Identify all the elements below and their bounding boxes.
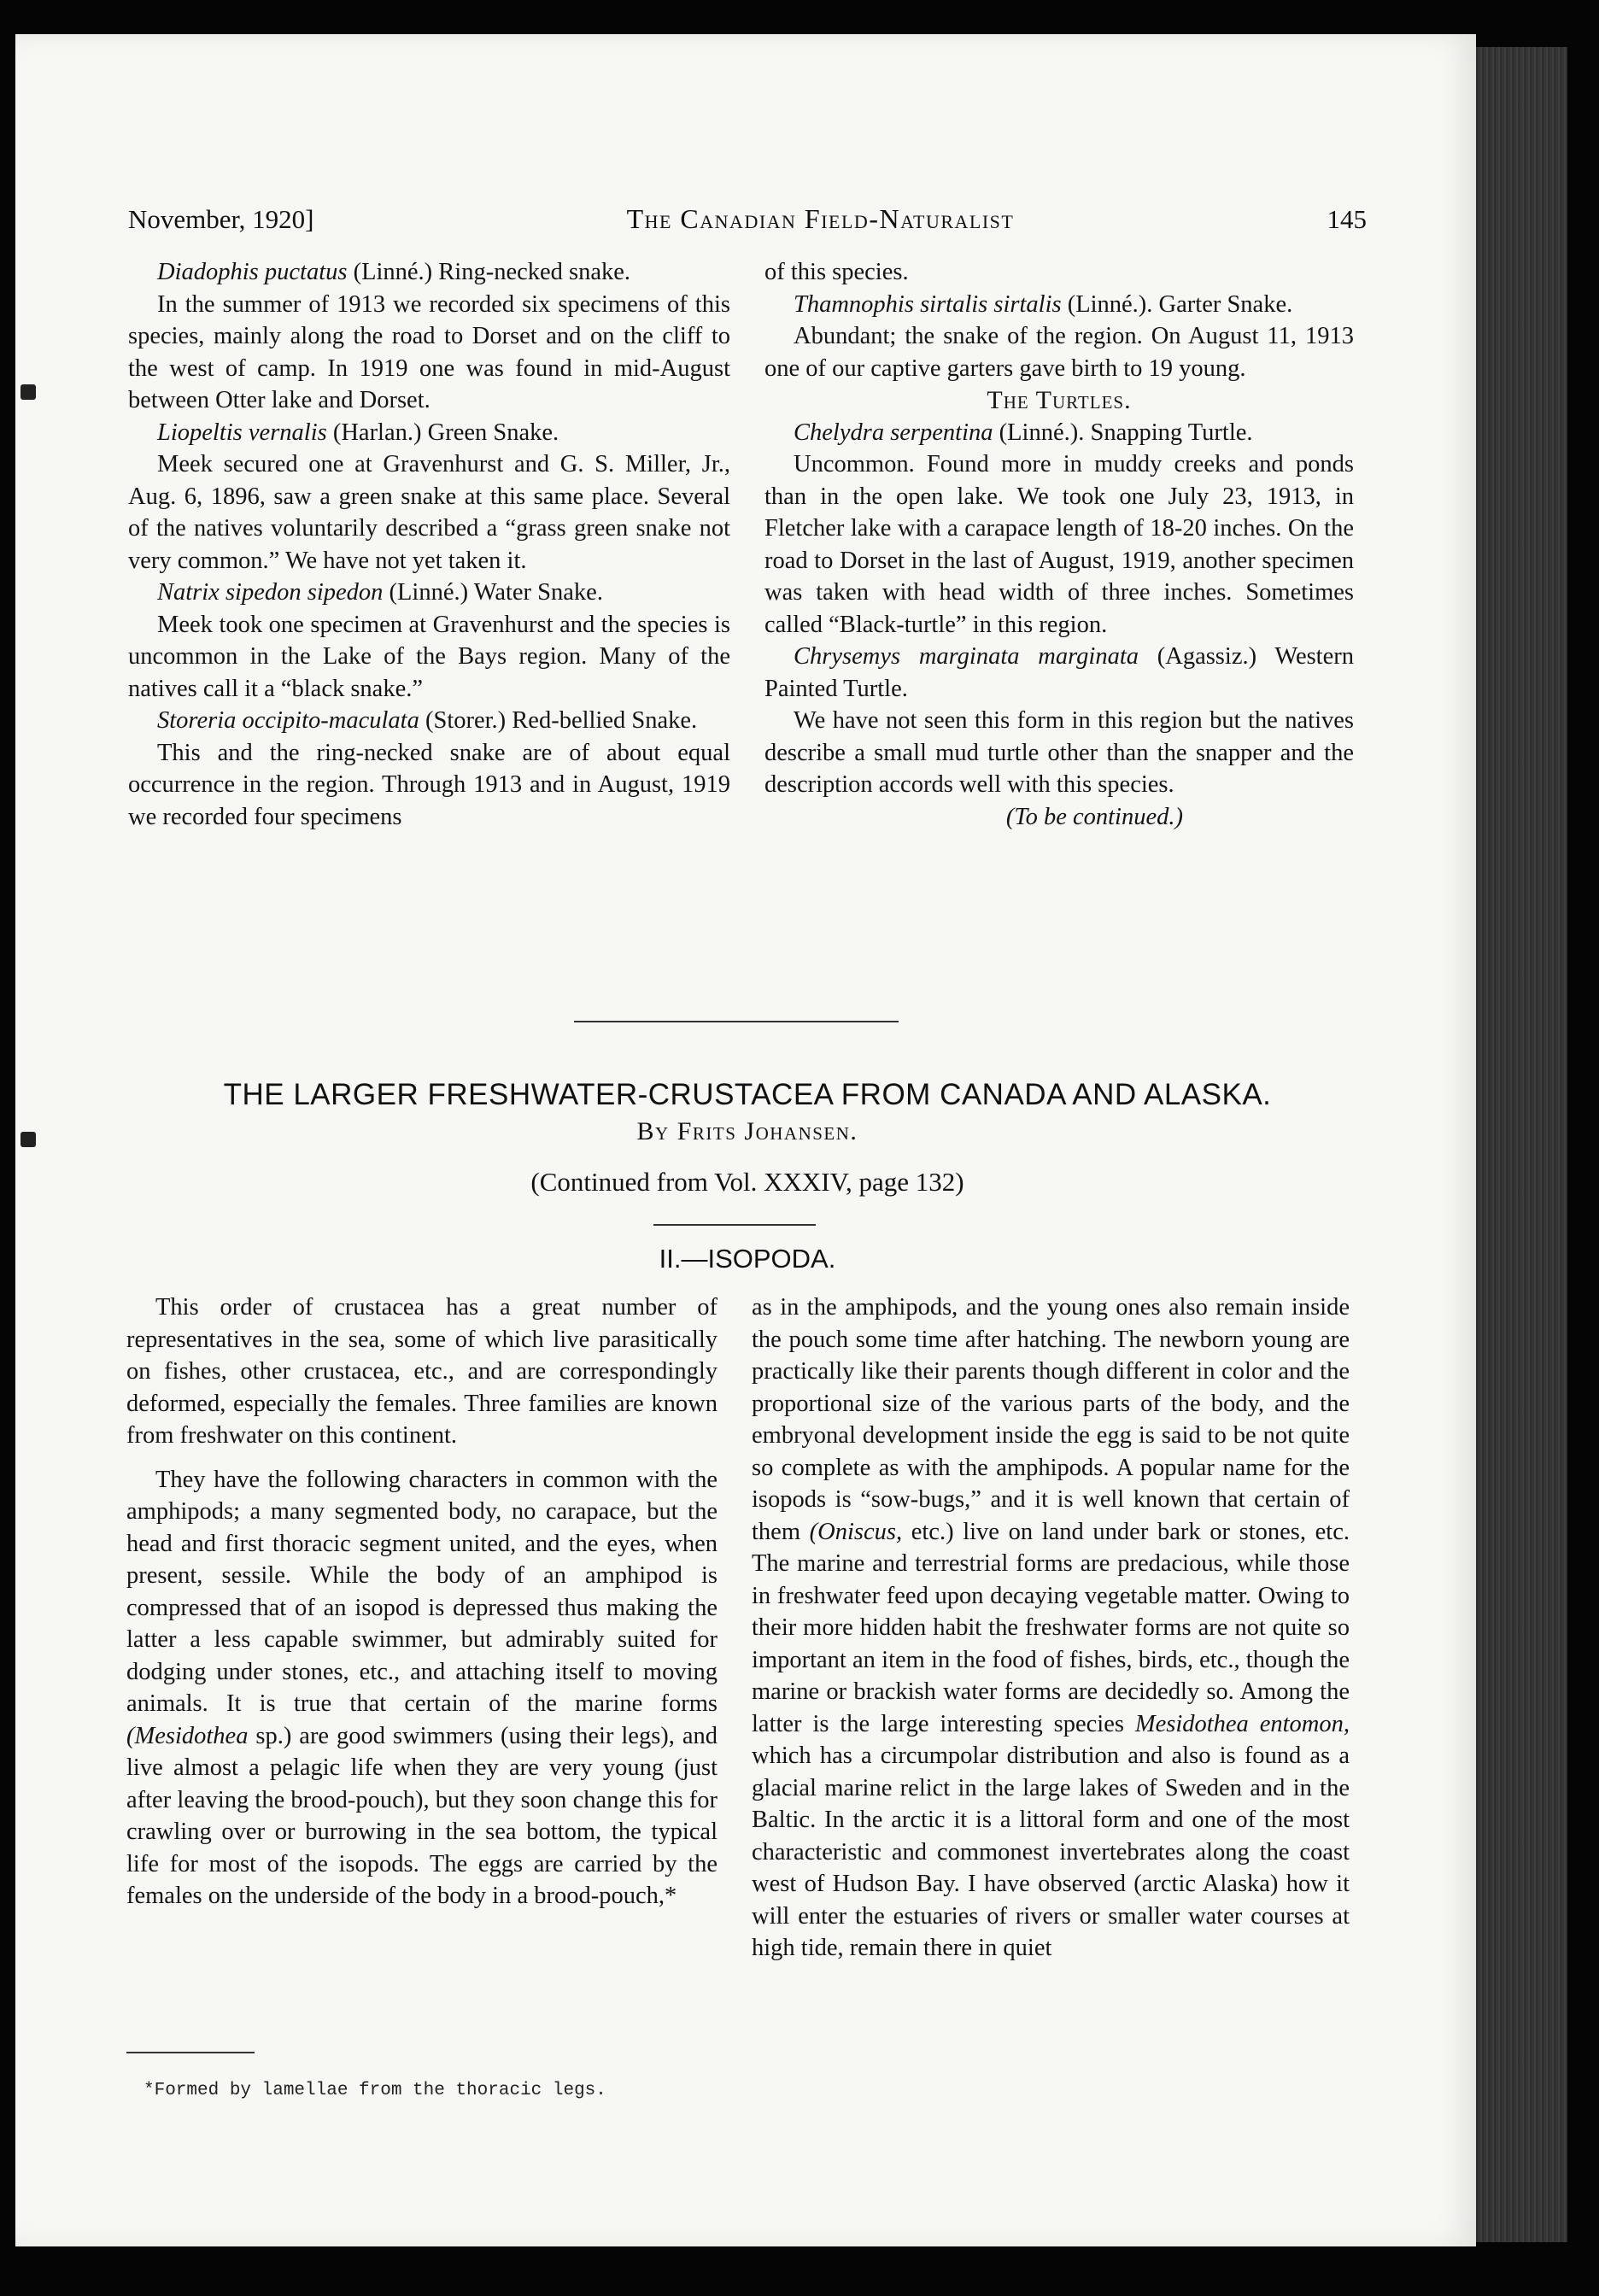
species-name: Mesidothea entomon, [1134,1710,1350,1737]
paragraph: of this species. [764,259,909,285]
section-subheading: The Turtles. [987,386,1132,414]
paragraph: Abundant; the snake of the region. On August 11, 1913 one of our captive garters gave birth to 19 young. [764,323,1354,382]
lower-right-column [752,1292,1350,1965]
paragraph: Uncommon. Found more in muddy creeks and ponds than in the open lake. We took one July 23, 1913, in Fletcher lake with a carapace length of 18-20 inches. On the road to Dorset in the last of August, 1919, another specimen was taken with head width of three inches. Sometimes called “Black-turtle” in this region. [764,451,1354,638]
paragraph: We have not seen this form in this region but the natives describe a small mud turtle other than the snapper and the description accords well with this species. [764,707,1354,798]
species-name: (Mesidothea [126,1722,249,1749]
species-name: Natrix sipedon sipedon [157,579,384,606]
header-date: November, 1920] [128,204,314,234]
footnote-rule [126,2052,255,2053]
species-entry: Natrix sipedon sipedon (Linné.) Water Snake. [157,579,603,606]
section-heading: II.—ISOPODA. [659,1244,836,1274]
paragraph-gap [126,1452,718,1464]
short-divider [653,1224,816,1226]
footnote: *Formed by lamellae from the thoracic legs. [144,2081,606,2100]
journal-title: The Canadian Field-Naturalist [626,203,1015,234]
paragraph: This order of crustacea has a great number of representatives in the sea, some of which live parasitically on fishes, other crustacea, etc., and are correspondingly deformed, especially the females. Three families are known from freshwater on this continent. [126,1294,718,1449]
article-byline: By Frits Johansen. [636,1117,858,1145]
species-name: Chelydra serpentina [794,419,993,446]
paragraph: as in the amphipods, and the young ones also remain inside the pouch some time after hatching. The newborn young are practically like their parents though different in color and the proportional size of the various parts of the body, and the embryonal development inside the egg is said to be not quite so complete as with the amphipods. A popular name for the isopods is “sow-bugs,” and it is well known that certain of them (Oniscus, etc.) live on land under bark or stones, etc. The marine and terrestrial forms are predacious, while those in freshwater feed upon decaying vegetable matter. Owing to their more hidden habit the freshwater forms are not quite so important an item in the food of fishes, birds, etc., though the marine or brackish water forms are decidedly so. Among the latter is the large interesting species Mesidothea entomon, which has a circumpolar distribution and also is found as a glacial marine relict in the large lakes of Sweden and in the Baltic. In the arctic it is a littoral form and one of the most characteristic and commonest invertebrates along the coast west of Hudson Bay. I have observed (arctic Alaska) how it will enter the estuaries of rivers or smaller water courses at high tide, remain there in quiet [752,1294,1350,1961]
species-entry: Storeria occipito-maculata (Storer.) Red-bellied Snake. [157,707,698,734]
lower-left-column [126,1292,718,1912]
upper-right-column [764,256,1354,833]
continued-note: (To be continued.) [1005,803,1183,830]
species-name: (Oniscus, [809,1518,903,1545]
section-divider [574,1021,899,1022]
species-entry: Chelydra serpentina (Linné.). Snapping Turtle. [794,419,1253,446]
paragraph: This and the ring-necked snake are of about equal occurrence in the region. Through 1913 and in August, 1919 we recorded four specimens [128,739,730,830]
species-name: Chrysemys marginata marginata [794,643,1139,670]
species-entry: Liopeltis vernalis (Harlan.) Green Snake. [157,419,559,446]
running-header [128,203,1367,235]
continued-from-note: (Continued from Vol. XXXIV, page 132) [530,1167,964,1197]
page-number: 145 [1327,204,1367,234]
species-entry: Diadophis puctatus (Linné.) Ring-necked snake. [157,259,631,285]
paragraph: In the summer of 1913 we recorded six specimens of this species, mainly along the road to Dorset and on the cliff to the west of camp. In 1919 one was found in mid-August between Otter lake and Dorset. [128,290,730,413]
species-name: Storeria occipito-maculata [157,707,419,734]
paragraph: Meek secured one at Gravenhurst and G. S. Miller, Jr., Aug. 6, 1896, saw a green snake at this same place. Several of the natives voluntarily described a “grass green snake not very common.” We have not yet taken it. [128,451,730,574]
species-name: Liopeltis vernalis [157,419,327,446]
species-name: Diadophis puctatus [157,259,348,285]
paragraph: Meek took one specimen at Gravenhurst and the species is uncommon in the Lake of the Bays region. Many of the natives call it a “black snake.” [128,611,730,702]
binding-mark [20,384,36,400]
species-entry: Chrysemys marginata marginata (Agassiz.) Western Painted Turtle. [764,643,1354,702]
binding-mark [20,1132,36,1147]
paragraph: They have the following characters in common with the amphipods; a many segmented body, no carapace, but the head and first thoracic segment united, and the eyes, when present, sessile. While the body of an amphipod is compressed that of an isopod is depressed thus making the latter a less capable swimmer, but admirably suited for dodging under stones, etc., and attaching itself to moving animals. It is true that certain of the marine forms (Mesidothea sp.) are good swimmers (using their legs), and live almost a pelagic life when they are very young (just after leaving the brood-pouch), but they soon change this for crawling over or burrowing in the sea bottom, the typical life for most of the isopods. The eggs are carried by the females on the underside of the body in a brood-pouch,* [126,1466,718,1909]
upper-left-column [128,256,730,833]
article-title: THE LARGER FRESHWATER-CRUSTACEA FROM CANADA AND ALASKA. [223,1078,1272,1111]
book-page-edges [1473,47,1567,2242]
species-entry: Thamnophis sirtalis sirtalis (Linné.). Garter Snake. [794,290,1293,318]
species-name: Thamnophis sirtalis sirtalis [794,290,1062,318]
